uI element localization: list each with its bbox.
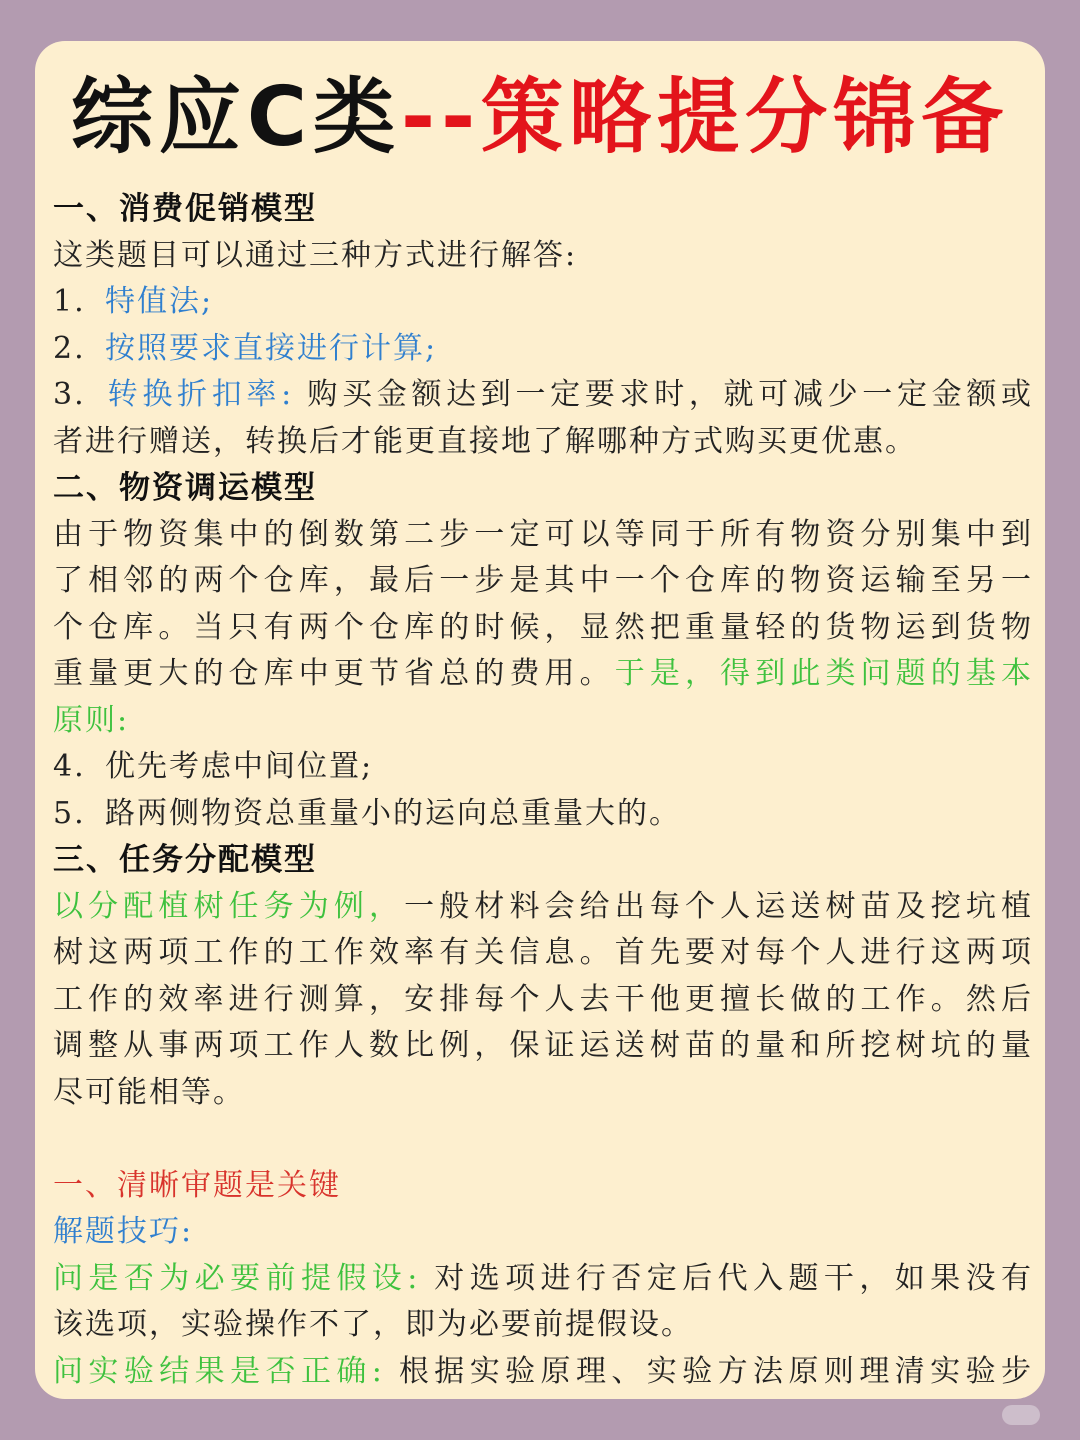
list-item bbox=[53, 279, 1033, 326]
highlight-text: 以分配植树任务为例， bbox=[53, 888, 405, 924]
title-part1: 综应C类 bbox=[70, 70, 402, 165]
paragraph-line: 原则: bbox=[53, 702, 130, 738]
section2-heading: 二、物资调运模型 bbox=[53, 470, 317, 506]
watermark-badge bbox=[1002, 1405, 1040, 1425]
paragraph-line: 工作的效率进行测算，安排每个人去干他更擅长做的工作。然后 bbox=[53, 981, 1033, 1017]
paragraph-line: 该选项，实验操作不了，即为必要前提假设。 bbox=[53, 1307, 693, 1342]
item-number: 2. bbox=[53, 330, 86, 366]
item-number: 4. bbox=[53, 749, 86, 784]
paragraph-text: 根据实验原理、实验方法原则理清实验步 bbox=[398, 1353, 1033, 1389]
title-part2: --策略提分锦备 bbox=[401, 70, 1010, 165]
paragraph-line: 者进行赠送，转换后才能更直接地了解哪种方式购买更优惠。 bbox=[53, 423, 917, 459]
paragraph-line bbox=[53, 1349, 1033, 1396]
highlight-text: 问实验结果是否正确: bbox=[53, 1353, 384, 1389]
item-number: 3. bbox=[53, 377, 86, 412]
paragraph-text: 重量更大的仓库中更节省总的费用。 bbox=[53, 656, 615, 691]
section1-heading: 一、消费促销模型 bbox=[53, 191, 317, 227]
paragraph-text: 一般材料会给出每个人运送树苗及挖坑植 bbox=[404, 888, 1033, 924]
paragraph-line: 树这两项工作的工作效率有关信息。首先要对每个人进行这两项 bbox=[53, 935, 1033, 970]
paragraph-line: 尽可能相等。 bbox=[53, 1074, 245, 1110]
article-body bbox=[53, 186, 1033, 1395]
item-text: 购买金额达到一定要求时，就可减少一定金额或 bbox=[307, 377, 1033, 412]
list-item bbox=[53, 791, 1033, 838]
section4-subheading: 解题技巧: bbox=[53, 1214, 194, 1249]
item-text: 优先考虑中间位置; bbox=[105, 749, 374, 784]
highlight-text: 问是否为必要前提假设: bbox=[53, 1260, 420, 1296]
item-text: 特值法; bbox=[105, 284, 214, 319]
paragraph-line bbox=[53, 884, 1033, 931]
section4-heading: 一、清晰审题是关键 bbox=[53, 1167, 341, 1203]
list-item bbox=[53, 326, 1033, 373]
paragraph-line: 了相邻的两个仓库，最后一步是其中一个仓库的物资运输至另一 bbox=[53, 563, 1033, 598]
list-item bbox=[53, 744, 1033, 791]
list-item bbox=[53, 372, 1033, 419]
item-number: 5. bbox=[53, 795, 86, 831]
item-number: 1. bbox=[53, 284, 86, 319]
paragraph-text: 对选项进行否定后代入题干，如果没有 bbox=[434, 1260, 1033, 1296]
section3-heading: 三、任务分配模型 bbox=[53, 842, 317, 878]
page-title bbox=[0, 68, 1080, 168]
item-text: 按照要求直接进行计算; bbox=[105, 330, 438, 366]
highlight-text: 于是，得到此类问题的基本 bbox=[614, 656, 1033, 691]
item-text: 路两侧物资总重量小的运向总重量大的。 bbox=[105, 795, 681, 831]
item-label: 转换折扣率: bbox=[105, 377, 294, 412]
paragraph-line: 由于物资集中的倒数第二步一定可以等同于所有物资分别集中到 bbox=[53, 516, 1033, 552]
paragraph-line bbox=[53, 1256, 1033, 1303]
section1-intro: 这类题目可以通过三种方式进行解答: bbox=[53, 237, 578, 273]
paragraph-line bbox=[53, 651, 1033, 698]
paragraph-line: 调整从事两项工作人数比例，保证运送树苗的量和所挖树坑的量 bbox=[53, 1028, 1033, 1063]
spacer bbox=[53, 1116, 1033, 1163]
paragraph-line: 个仓库。当只有两个仓库的时候，显然把重量轻的货物运到货物 bbox=[53, 609, 1033, 645]
